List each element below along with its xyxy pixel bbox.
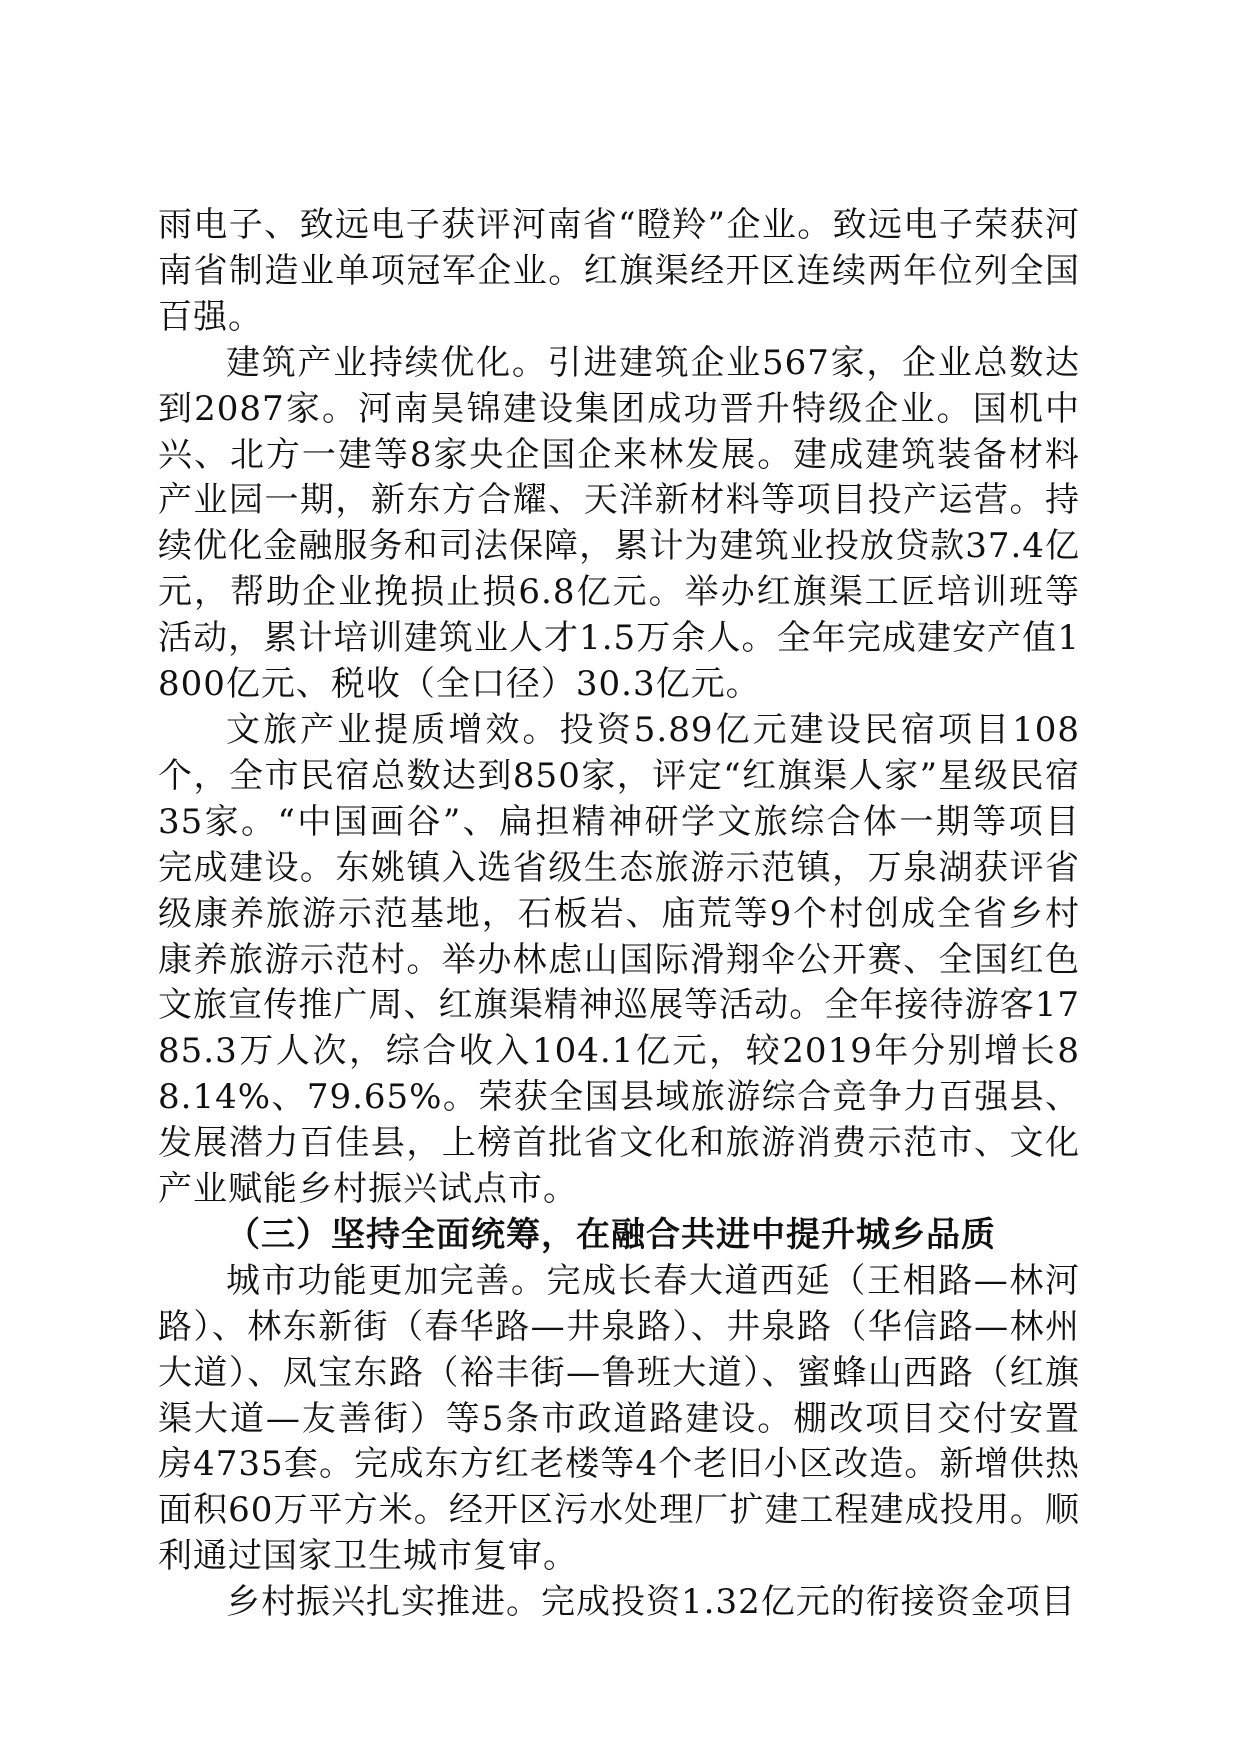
- document-body: [158, 203, 1080, 1626]
- paragraph-rural-revitalization: 乡村振兴扎实推进。完成投资1.32亿元的衔接资金项目: [226, 1582, 1076, 1623]
- paragraph-continuation: 雨电子、致远电子获评河南省“瞪羚”企业。致远电子荣获河南省制造业单项冠军企业。红旗渠经开区连续两年位列全国百强。: [158, 205, 1080, 337]
- section-heading: （三）坚持全面统筹，在融合共进中提升城乡品质: [226, 1214, 996, 1255]
- paragraph-culture-tourism: 文旅产业提质增效。投资5.89亿元建设民宿项目108个，全市民宿总数达到850家，评定“红旗渠人家”星级民宿35家。“中国画谷”、扁担精神研学文旅综合体一期等项目完成建设。东姚镇入选省级生态旅游示范镇，万泉湖获评省级康养旅游示范基地，石板岩、庙荒等9个村创成全省乡村康养旅游示范村。举办林虑山国际滑翔伞公开赛、全国红色文旅宣传推广周、红旗渠精神巡展等活动。全年接待游客1785.3万人次，综合收入104.1亿元，较2019年分别增长88.14%、79.65%。荣获全国县域旅游综合竞争力百强县、发展潜力百佳县，上榜首批省文化和旅游消费示范市、文化产业赋能乡村振兴试点市。: [158, 709, 1080, 1210]
- paragraph-construction-industry: 建筑产业持续优化。引进建筑企业567家，企业总数达到2087家。河南昊锦建设集团成功晋升特级企业。国机中兴、北方一建等8家央企国企来林发展。建成建筑装备材料产业园一期，新东方合耀、天洋新材料等项目投产运营。持续优化金融服务和司法保障，累计为建筑业投放贷款37.4亿元，帮助企业挽损止损6.8亿元。举办红旗渠工匠培训班等活动，累计培训建筑业人才1.5万余人。全年完成建安产值1800亿元、税收（全口径）30.3亿元。: [158, 342, 1080, 705]
- paragraph-urban-functions: 城市功能更加完善。完成长春大道西延（王相路—林河路）、林东新街（春华路—井泉路）、井泉路（华信路—林州大道）、凤宝东路（裕丰街—鲁班大道）、蜜蜂山西路（红旗渠大道—友善街）等5条市政道路建设。棚改项目交付安置房4735套。完成东方红老楼等4个老旧小区改造。新增供热面积60万平方米。经开区污水处理厂扩建工程建成投用。顺利通过国家卫生城市复审。: [158, 1260, 1080, 1577]
